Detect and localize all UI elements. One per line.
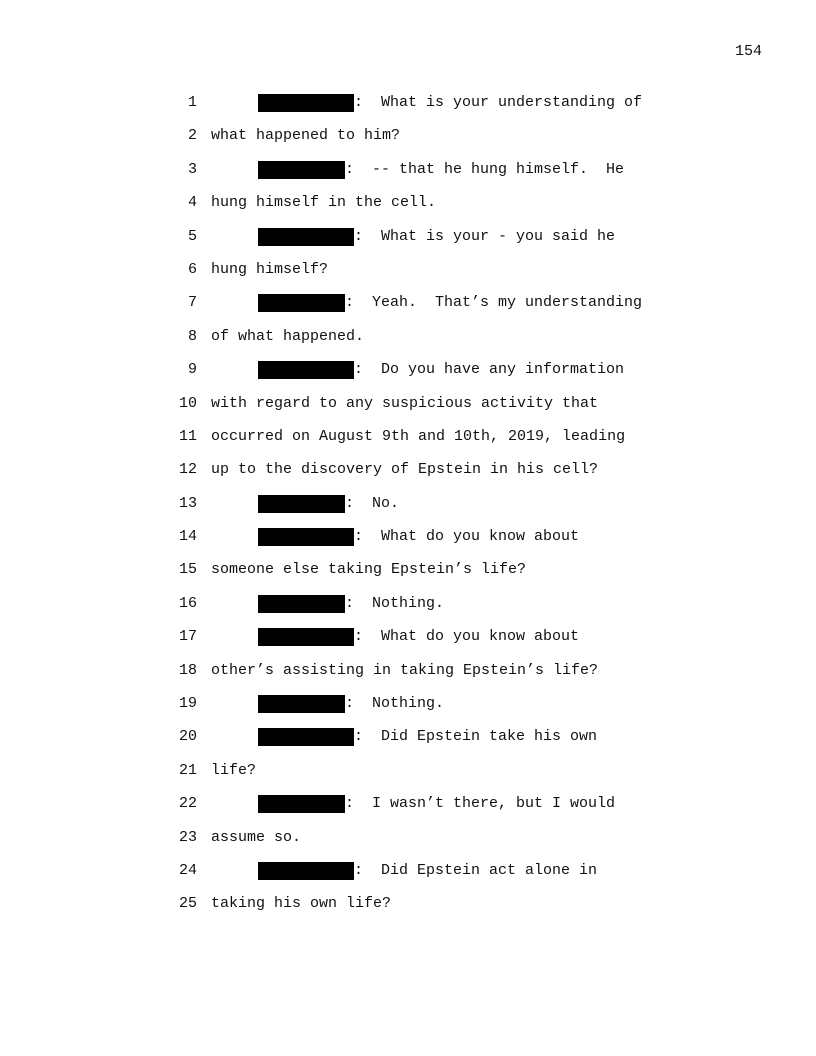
line-text — [258, 161, 624, 179]
speaker-separator: : — [354, 528, 382, 546]
line-text — [258, 728, 597, 746]
spoken-text: hung himself? — [211, 260, 329, 278]
line-number: 11 — [178, 427, 197, 445]
line-number: 5 — [187, 227, 197, 245]
transcript-line — [0, 94, 816, 127]
line-number: 9 — [187, 361, 197, 379]
spoken-text: -- that he hung himself. He — [372, 160, 625, 178]
line-number: 13 — [178, 494, 197, 512]
speaker-separator: : — [354, 728, 382, 746]
speaker-separator: : — [345, 160, 373, 178]
transcript-line — [0, 728, 816, 761]
line-text — [258, 528, 579, 546]
line-text — [211, 428, 625, 446]
redacted-speaker-name — [258, 728, 354, 746]
line-text — [258, 595, 444, 613]
spoken-text: someone else taking Epstein’s life? — [211, 561, 527, 579]
transcript-line — [0, 862, 816, 895]
spoken-text: assume so. — [211, 828, 302, 846]
line-number: 8 — [187, 327, 197, 345]
spoken-text: I wasn’t there, but I would — [372, 795, 616, 813]
transcript-line — [0, 561, 816, 594]
line-text — [211, 561, 526, 579]
redacted-speaker-name — [258, 361, 354, 379]
redacted-speaker-name — [258, 161, 345, 179]
spoken-text: Did Epstein act alone in — [381, 861, 598, 879]
transcript-line — [0, 528, 816, 561]
spoken-text: other’s assisting in taking Epstein’s life? — [211, 661, 599, 679]
line-text — [211, 762, 256, 780]
speaker-separator: : — [345, 795, 373, 813]
redacted-speaker-name — [258, 795, 345, 813]
redacted-speaker-name — [258, 294, 345, 312]
spoken-text: Nothing. — [372, 594, 445, 612]
transcript-line — [0, 762, 816, 795]
redacted-speaker-name — [258, 495, 345, 513]
spoken-text: Do you have any information — [381, 361, 625, 379]
line-number: 6 — [187, 260, 197, 278]
line-text — [258, 94, 642, 112]
speaker-separator: : — [354, 227, 382, 245]
transcript-line — [0, 795, 816, 828]
line-text — [258, 495, 399, 513]
line-text — [258, 628, 579, 646]
spoken-text: of what happened. — [211, 327, 365, 345]
line-number: 15 — [178, 561, 197, 579]
spoken-text: with regard to any suspicious activity that — [211, 394, 599, 412]
transcript-line — [0, 595, 816, 628]
spoken-text: life? — [211, 761, 257, 779]
line-text — [211, 194, 436, 212]
speaker-separator: : — [354, 861, 382, 879]
line-number: 1 — [187, 94, 197, 111]
line-number: 25 — [178, 895, 197, 913]
line-text — [211, 261, 328, 279]
transcript-line — [0, 628, 816, 661]
redacted-speaker-name — [258, 862, 354, 880]
spoken-text: What do you know about — [381, 528, 580, 546]
spoken-text: occurred on August 9th and 10th, 2019, leading — [211, 427, 626, 445]
transcript-line — [0, 895, 816, 928]
line-number: 12 — [178, 461, 197, 479]
line-number: 4 — [187, 194, 197, 212]
transcript-line — [0, 662, 816, 695]
transcript-line — [0, 228, 816, 261]
redacted-speaker-name — [258, 595, 345, 613]
line-number: 22 — [178, 795, 197, 813]
line-text — [211, 829, 301, 847]
line-text — [211, 461, 598, 479]
spoken-text: What do you know about — [381, 628, 580, 646]
spoken-text: hung himself in the cell. — [211, 194, 437, 212]
spoken-text: What is your - you said he — [381, 227, 616, 245]
transcript-line — [0, 261, 816, 294]
line-text — [258, 795, 615, 813]
line-text — [258, 862, 597, 880]
line-text — [211, 662, 598, 680]
transcript-line — [0, 328, 816, 361]
speaker-separator: : — [345, 494, 373, 512]
transcript-line — [0, 127, 816, 160]
line-text — [211, 127, 400, 145]
line-text — [258, 361, 624, 379]
line-number: 24 — [178, 861, 197, 879]
spoken-text: Yeah. That’s my understanding — [372, 294, 643, 312]
transcript-line — [0, 829, 816, 862]
line-number: 3 — [187, 160, 197, 178]
spoken-text: up to the discovery of Epstein in his cell? — [211, 461, 599, 479]
redacted-speaker-name — [258, 228, 354, 246]
redacted-speaker-name — [258, 628, 354, 646]
line-number: 23 — [178, 828, 197, 846]
redacted-speaker-name — [258, 94, 354, 112]
transcript-line — [0, 461, 816, 494]
transcript-body — [0, 94, 816, 929]
transcript-line — [0, 395, 816, 428]
speaker-separator: : — [354, 94, 382, 111]
line-number: 18 — [178, 661, 197, 679]
spoken-text: Did Epstein take his own — [381, 728, 598, 746]
transcript-line — [0, 695, 816, 728]
transcript-line — [0, 161, 816, 194]
line-text — [211, 895, 391, 913]
line-number: 10 — [178, 394, 197, 412]
spoken-text: What is your understanding of — [381, 94, 643, 111]
transcript-line — [0, 361, 816, 394]
speaker-separator: : — [354, 361, 382, 379]
transcript-line — [0, 428, 816, 461]
line-number: 14 — [178, 528, 197, 546]
line-number: 20 — [178, 728, 197, 746]
speaker-separator: : — [345, 695, 373, 713]
transcript-line — [0, 495, 816, 528]
transcript-line — [0, 294, 816, 327]
line-number: 2 — [187, 127, 197, 145]
line-text — [211, 328, 364, 346]
line-number: 17 — [178, 628, 197, 646]
line-number: 7 — [187, 294, 197, 312]
transcript-line — [0, 194, 816, 227]
spoken-text: what happened to him? — [211, 127, 401, 145]
speaker-separator: : — [345, 294, 373, 312]
page-number: 154 — [734, 43, 762, 60]
speaker-separator: : — [345, 594, 373, 612]
speaker-separator: : — [354, 628, 382, 646]
line-text — [211, 395, 598, 413]
line-number: 21 — [178, 761, 197, 779]
spoken-text: taking his own life? — [211, 895, 392, 913]
spoken-text: Nothing. — [372, 695, 445, 713]
line-number: 16 — [178, 594, 197, 612]
spoken-text: No. — [372, 494, 400, 512]
redacted-speaker-name — [258, 528, 354, 546]
line-text — [258, 294, 642, 312]
line-number: 19 — [178, 695, 197, 713]
line-text — [258, 695, 444, 713]
redacted-speaker-name — [258, 695, 345, 713]
line-text — [258, 228, 615, 246]
